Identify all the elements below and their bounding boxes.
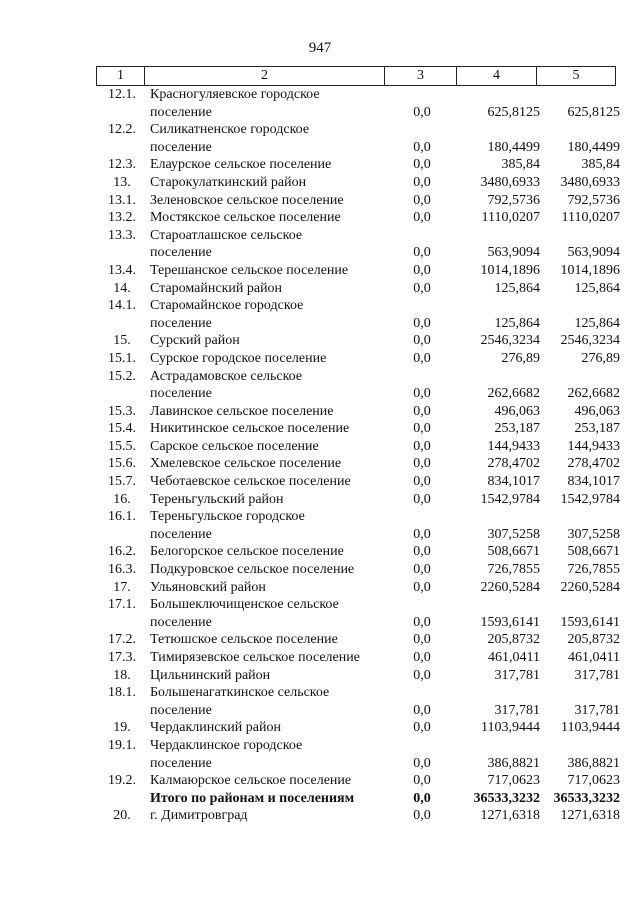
value-col-3: 0,0 bbox=[413, 245, 431, 261]
value-col-4: 1110,0207 bbox=[481, 210, 540, 226]
table-row bbox=[96, 508, 626, 543]
row-name bbox=[148, 156, 386, 174]
row-number: 14. bbox=[113, 280, 131, 296]
value-col-4: 834,1017 bbox=[487, 474, 540, 490]
row-name-line: Большеключищенское сельское bbox=[150, 597, 339, 613]
value-col-3: 0,0 bbox=[413, 667, 431, 683]
value-col-5: 385,84 bbox=[581, 157, 620, 173]
row-number: 19. bbox=[113, 720, 131, 736]
value-col-4: 563,9094 bbox=[487, 245, 540, 261]
row-name-line: Зеленовское сельское поселение bbox=[150, 192, 344, 208]
value-col-5: 307,5258 bbox=[567, 526, 620, 542]
row-number: 15.6. bbox=[108, 456, 136, 472]
value-col-4: 1542,9784 bbox=[480, 491, 540, 507]
value-col-5: 253,187 bbox=[574, 421, 620, 437]
row-name-line: поселение bbox=[150, 702, 212, 718]
value-col-3: 0,0 bbox=[413, 526, 431, 542]
value-col-4: 1271,6318 bbox=[480, 808, 540, 824]
table-row bbox=[96, 737, 626, 772]
value-col-5: 563,9094 bbox=[567, 245, 620, 261]
row-number: 18.1. bbox=[108, 685, 136, 701]
row-name bbox=[148, 491, 386, 509]
row-number: 17. bbox=[113, 579, 131, 595]
value-col-3: 0,0 bbox=[413, 157, 431, 173]
value-col-4: 1593,6141 bbox=[480, 614, 540, 630]
table-row bbox=[96, 438, 626, 456]
value-col-5: 317,781 bbox=[574, 702, 620, 718]
value-col-3: 0,0 bbox=[413, 262, 431, 278]
row-name bbox=[148, 403, 386, 421]
value-col-3: 0,0 bbox=[413, 386, 431, 402]
row-number: 12.3. bbox=[108, 157, 136, 173]
table-row bbox=[96, 684, 626, 719]
row-name bbox=[148, 174, 386, 192]
value-col-3: 0,0 bbox=[413, 174, 431, 190]
row-number: 15.1. bbox=[108, 350, 136, 366]
table-row bbox=[96, 561, 626, 579]
row-name-line: поселение bbox=[150, 614, 212, 630]
value-col-4: 3480,6933 bbox=[480, 174, 540, 190]
value-col-3: 0,0 bbox=[413, 474, 431, 490]
row-name bbox=[148, 297, 386, 332]
value-col-5: 1014,1896 bbox=[560, 262, 620, 278]
row-name bbox=[148, 368, 386, 403]
row-name-line: Ульяновский район bbox=[150, 579, 266, 595]
table-row bbox=[96, 420, 626, 438]
row-name-line: Тереньгульский район bbox=[150, 491, 284, 507]
row-name-line: Подкуровское сельское поселение bbox=[150, 562, 355, 578]
value-col-5: 1271,6318 bbox=[560, 808, 620, 824]
row-number: 16.1. bbox=[108, 509, 136, 525]
table-row bbox=[96, 350, 626, 368]
row-name-line: поселение bbox=[150, 386, 212, 402]
row-name-line: поселение bbox=[150, 315, 212, 331]
table-row bbox=[96, 807, 626, 825]
value-col-5: 386,8821 bbox=[567, 755, 620, 771]
table-row bbox=[96, 227, 626, 262]
value-col-5: 717,0623 bbox=[567, 773, 620, 789]
column-header-2: 2 bbox=[145, 67, 385, 85]
row-name-line: поселение bbox=[150, 526, 212, 542]
row-name-line: поселение bbox=[150, 245, 212, 261]
value-col-3: 0,0 bbox=[413, 139, 431, 155]
row-name-line: поселение bbox=[150, 755, 212, 771]
value-col-5: 461,0411 bbox=[568, 650, 620, 665]
value-col-4: 205,8732 bbox=[487, 632, 540, 648]
value-col-4: 307,5258 bbox=[487, 526, 540, 542]
row-name bbox=[148, 772, 386, 790]
table-row bbox=[96, 209, 626, 227]
value-col-4: 2546,3234 bbox=[480, 333, 540, 349]
row-name bbox=[148, 420, 386, 438]
row-number: 13.3. bbox=[108, 227, 136, 243]
row-number: 18. bbox=[113, 667, 131, 683]
row-name-line: Красногуляевское городское bbox=[150, 87, 320, 102]
table-row bbox=[96, 403, 626, 421]
row-name bbox=[148, 473, 386, 491]
value-col-5: 834,1017 bbox=[567, 474, 620, 490]
value-col-5: 278,4702 bbox=[567, 456, 620, 472]
row-name-line: Итого по районам и поселениям bbox=[150, 790, 355, 806]
row-number: 17.1. bbox=[108, 597, 136, 613]
row-name bbox=[148, 807, 386, 825]
value-col-4: 180,4499 bbox=[487, 139, 540, 155]
row-name-line: Хмелевское сельское поселение bbox=[150, 456, 342, 472]
row-number: 13.2. bbox=[108, 210, 136, 226]
row-number: 16.3. bbox=[108, 562, 136, 578]
value-col-3: 0,0 bbox=[413, 614, 431, 630]
row-number: 20. bbox=[113, 808, 131, 824]
row-number: 16.2. bbox=[108, 544, 136, 560]
value-col-5: 1542,9784 bbox=[560, 491, 620, 507]
row-name-line: Елаурское сельское поселение bbox=[150, 157, 332, 173]
row-name-line: Большенагаткинское сельское bbox=[150, 685, 330, 701]
row-number: 15. bbox=[113, 333, 131, 349]
value-col-5: 2260,5284 bbox=[560, 579, 620, 595]
value-col-3: 0,0 bbox=[413, 333, 431, 349]
row-name bbox=[148, 719, 386, 737]
value-col-5: 3480,6933 bbox=[560, 174, 620, 190]
row-number: 12.2. bbox=[108, 122, 136, 138]
row-name-line: Терешанское сельское поселение bbox=[150, 262, 349, 278]
value-col-3: 0,0 bbox=[413, 632, 431, 648]
table-row bbox=[96, 262, 626, 280]
value-col-4: 1014,1896 bbox=[480, 262, 540, 278]
row-name-line: Тереньгульское городское bbox=[150, 509, 305, 525]
row-name-line: Белогорское сельское поселение bbox=[150, 544, 344, 560]
value-col-4: 276,89 bbox=[501, 350, 540, 366]
row-name-line: Сурское городское поселение bbox=[150, 350, 327, 366]
row-name-line: Старомайнское городское bbox=[150, 298, 304, 314]
row-name-line: Мостякское сельское поселение bbox=[150, 210, 341, 226]
value-col-3: 0,0 bbox=[413, 104, 431, 120]
value-col-5: 317,781 bbox=[574, 667, 620, 683]
row-name bbox=[148, 455, 386, 473]
table-row bbox=[96, 772, 626, 790]
row-name bbox=[148, 209, 386, 227]
value-col-5: 625,8125 bbox=[567, 104, 620, 120]
row-name bbox=[148, 667, 386, 685]
value-col-3: 0,0 bbox=[413, 421, 431, 437]
value-col-3: 0,0 bbox=[413, 438, 431, 454]
row-number: 14.1. bbox=[108, 298, 136, 314]
value-col-3: 0,0 bbox=[413, 280, 431, 296]
value-col-3: 0,0 bbox=[413, 755, 431, 771]
value-col-3: 0,0 bbox=[413, 315, 431, 331]
row-name bbox=[148, 280, 386, 298]
value-col-5: 36533,3232 bbox=[553, 790, 620, 806]
value-col-3: 0,0 bbox=[413, 562, 431, 578]
value-col-5: 508,6671 bbox=[567, 544, 620, 560]
value-col-4: 317,781 bbox=[494, 667, 540, 683]
row-name-line: Чеботаевское сельское поселение bbox=[150, 474, 351, 490]
value-col-4: 144,9433 bbox=[487, 438, 540, 454]
column-header-4: 4 bbox=[457, 67, 537, 85]
value-col-4: 1103,9444 bbox=[481, 720, 540, 736]
value-col-5: 276,89 bbox=[581, 350, 620, 366]
row-name-line: Цильнинский район bbox=[150, 667, 271, 683]
row-name-line: Сурский район bbox=[150, 333, 240, 349]
table-row bbox=[96, 174, 626, 192]
row-number: 17.2. bbox=[108, 632, 136, 648]
value-col-5: 1593,6141 bbox=[560, 614, 620, 630]
value-col-3: 0,0 bbox=[413, 350, 431, 366]
value-col-4: 386,8821 bbox=[487, 755, 540, 771]
row-name bbox=[148, 596, 386, 631]
table-row bbox=[96, 649, 626, 667]
row-number: 15.2. bbox=[108, 368, 136, 384]
row-name bbox=[148, 543, 386, 561]
value-col-4: 317,781 bbox=[494, 702, 540, 718]
row-name bbox=[148, 192, 386, 210]
row-name bbox=[148, 350, 386, 368]
row-number: 16. bbox=[113, 491, 131, 507]
value-col-3: 0,0 bbox=[413, 491, 431, 507]
table-row bbox=[96, 280, 626, 298]
value-col-4: 792,5736 bbox=[487, 192, 540, 208]
row-name bbox=[148, 561, 386, 579]
value-col-3: 0,0 bbox=[413, 702, 431, 718]
table-row bbox=[96, 455, 626, 473]
row-name-line: поселение bbox=[150, 104, 212, 120]
table-row bbox=[96, 543, 626, 561]
row-name-line: Старомайнский район bbox=[150, 280, 283, 296]
row-name-line: Старокулаткинский район bbox=[150, 174, 307, 190]
value-col-3: 0,0 bbox=[413, 808, 431, 824]
row-number: 13.4. bbox=[108, 262, 136, 278]
value-col-4: 461,0411 bbox=[488, 650, 540, 665]
table-row bbox=[96, 473, 626, 491]
row-name bbox=[148, 737, 386, 772]
row-number: 19.2. bbox=[108, 773, 136, 789]
row-name-line: Лавинское сельское поселение bbox=[150, 403, 334, 419]
table-header bbox=[96, 66, 616, 86]
row-name bbox=[148, 121, 386, 156]
value-col-4: 262,6682 bbox=[487, 386, 540, 402]
row-name bbox=[148, 438, 386, 456]
value-col-3: 0,0 bbox=[413, 210, 431, 226]
value-col-4: 125,864 bbox=[494, 315, 540, 331]
column-header-5: 5 bbox=[572, 68, 580, 83]
table-row bbox=[96, 579, 626, 597]
row-name-line: Калмаюрское сельское поселение bbox=[150, 773, 352, 789]
value-col-4: 36533,3232 bbox=[473, 790, 540, 806]
row-name-line: Чердаклинское городское bbox=[150, 737, 303, 753]
row-name-line: Тимирязевское сельское поселение bbox=[150, 650, 360, 665]
value-col-3: 0,0 bbox=[413, 720, 431, 736]
row-name bbox=[148, 508, 386, 543]
row-number: 15.7. bbox=[108, 474, 136, 490]
row-name bbox=[148, 631, 386, 649]
row-name bbox=[148, 790, 386, 808]
value-col-5: 726,7855 bbox=[567, 562, 620, 578]
row-name bbox=[148, 684, 386, 719]
page-number: 947 bbox=[308, 40, 332, 56]
row-number: 13.1. bbox=[108, 192, 136, 208]
value-col-5: 262,6682 bbox=[567, 386, 620, 402]
value-col-5: 180,4499 bbox=[567, 139, 620, 155]
row-number: 17.3. bbox=[108, 650, 136, 665]
row-name-line: г. Димитровград bbox=[150, 808, 248, 824]
value-col-3: 0,0 bbox=[413, 790, 431, 806]
row-number: 15.5. bbox=[108, 438, 136, 454]
value-col-4: 2260,5284 bbox=[480, 579, 540, 595]
value-col-3: 0,0 bbox=[413, 773, 431, 789]
table-row bbox=[96, 631, 626, 649]
table-row bbox=[96, 368, 626, 403]
row-name bbox=[148, 649, 386, 667]
table-row bbox=[96, 596, 626, 631]
row-number: 13. bbox=[113, 174, 131, 190]
row-number: 15.4. bbox=[108, 421, 136, 437]
value-col-4: 253,187 bbox=[494, 421, 540, 437]
row-number: 19.1. bbox=[108, 737, 136, 753]
value-col-5: 1110,0207 bbox=[561, 210, 620, 226]
row-name bbox=[148, 332, 386, 350]
table-row bbox=[96, 86, 626, 121]
column-header-1: 1 bbox=[97, 67, 145, 85]
value-col-4: 625,8125 bbox=[487, 104, 540, 120]
table-row bbox=[96, 667, 626, 685]
row-name-line: Силикатненское городское bbox=[150, 122, 310, 138]
value-col-3: 0,0 bbox=[413, 192, 431, 208]
value-col-3: 0,0 bbox=[413, 650, 431, 665]
table-row bbox=[96, 156, 626, 174]
row-name bbox=[148, 579, 386, 597]
value-col-3: 0,0 bbox=[413, 544, 431, 560]
row-number bbox=[96, 790, 148, 808]
value-col-5: 144,9433 bbox=[567, 438, 620, 454]
row-name bbox=[148, 262, 386, 280]
value-col-4: 125,864 bbox=[494, 280, 540, 296]
table-row bbox=[96, 192, 626, 210]
row-name-line: Сарское сельское поселение bbox=[150, 438, 319, 454]
value-col-4: 717,0623 bbox=[487, 773, 540, 789]
row-name-line: поселение bbox=[150, 139, 212, 155]
table-row bbox=[96, 332, 626, 350]
value-col-4: 496,063 bbox=[494, 403, 540, 419]
row-name bbox=[148, 86, 386, 121]
row-name-line: Никитинское сельское поселение bbox=[150, 421, 350, 437]
row-name bbox=[148, 227, 386, 262]
table-row bbox=[96, 121, 626, 156]
value-col-3: 0,0 bbox=[413, 456, 431, 472]
row-name-line: Чердаклинский район bbox=[150, 720, 281, 736]
value-col-5: 125,864 bbox=[574, 315, 620, 331]
value-col-5: 125,864 bbox=[574, 280, 620, 296]
row-number: 15.3. bbox=[108, 403, 136, 419]
row-name-line: Тетюшское сельское поселение bbox=[150, 632, 338, 648]
table-row bbox=[96, 491, 626, 509]
value-col-5: 496,063 bbox=[574, 403, 620, 419]
total-row bbox=[96, 790, 626, 808]
table-row bbox=[96, 297, 626, 332]
table-row bbox=[96, 719, 626, 737]
value-col-4: 508,6671 bbox=[487, 544, 540, 560]
value-col-4: 278,4702 bbox=[487, 456, 540, 472]
row-name-line: Староатлашское сельское bbox=[150, 227, 303, 243]
table-body bbox=[96, 86, 626, 825]
value-col-3: 0,0 bbox=[413, 403, 431, 419]
value-col-5: 1103,9444 bbox=[561, 720, 620, 736]
value-col-3: 0,0 bbox=[413, 579, 431, 595]
value-col-5: 205,8732 bbox=[567, 632, 620, 648]
value-col-4: 726,7855 bbox=[487, 562, 540, 578]
row-number: 12.1. bbox=[108, 87, 136, 102]
row-name-line: Астрадамовское сельское bbox=[150, 368, 303, 384]
value-col-5: 2546,3234 bbox=[560, 333, 620, 349]
value-col-5: 792,5736 bbox=[567, 192, 620, 208]
value-col-4: 385,84 bbox=[501, 157, 540, 173]
column-header-3: 3 bbox=[385, 67, 457, 85]
